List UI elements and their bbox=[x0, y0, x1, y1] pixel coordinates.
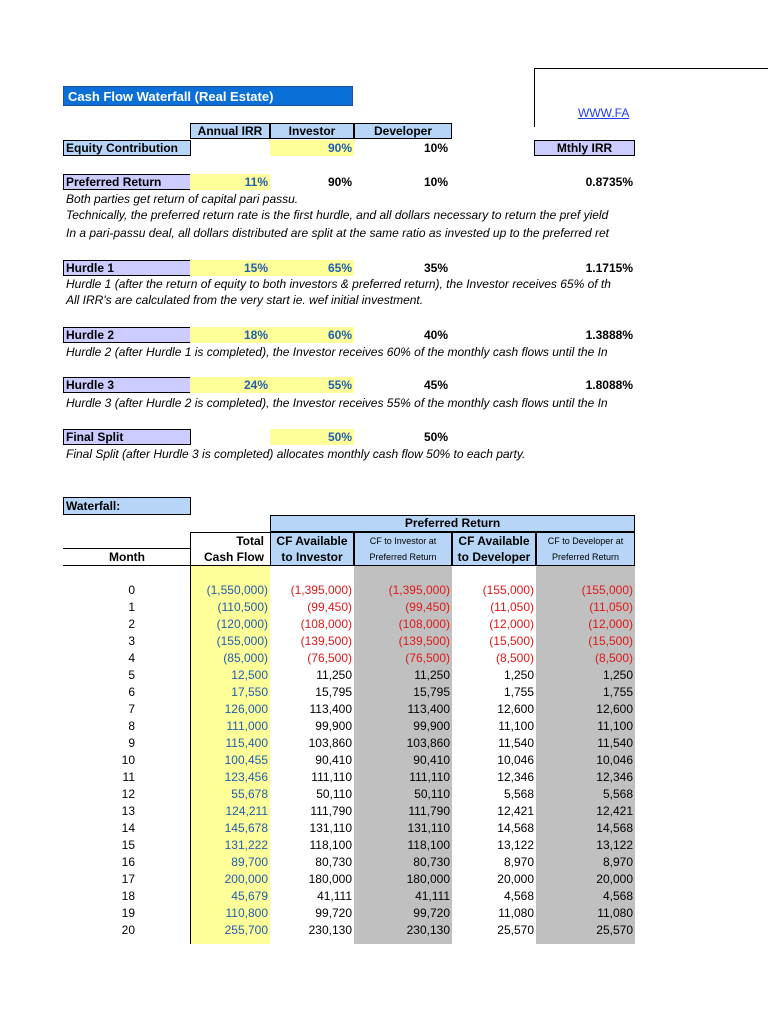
equity-label: Equity Contribution bbox=[63, 140, 191, 156]
preferred-developer: 10% bbox=[423, 175, 448, 189]
table-cell-month: 9 bbox=[128, 736, 135, 750]
table-cell-month: 5 bbox=[128, 668, 135, 682]
header-line: Preferred Return bbox=[369, 552, 437, 562]
table-cell-cfd: 20,000 bbox=[497, 872, 534, 886]
header-line: CF to Developer at bbox=[547, 536, 624, 546]
table-cell-cfdp: 11,080 bbox=[597, 906, 633, 920]
hurdle2-label: Hurdle 2 bbox=[63, 327, 191, 343]
table-cell-cfd: 13,122 bbox=[497, 838, 534, 852]
table-cell-cfip: 90,410 bbox=[413, 753, 450, 767]
table-cell-cfip: (1,395,000) bbox=[388, 583, 450, 597]
table-cell-cfd: 8,970 bbox=[503, 855, 534, 869]
table-cell-cfi: (76,500) bbox=[307, 651, 352, 665]
table-cell-month: 6 bbox=[128, 685, 135, 699]
cf-developer-header bbox=[452, 532, 536, 566]
table-cell-cfi: 131,110 bbox=[309, 821, 352, 835]
table-cell-cfd: 14,568 bbox=[497, 821, 534, 835]
table-cell-month: 12 bbox=[121, 787, 135, 801]
table-cell-cfi: 15,795 bbox=[315, 685, 352, 699]
mthly-irr-header: Mthly IRR bbox=[534, 140, 635, 156]
table-cell-cfd: 10,046 bbox=[497, 753, 534, 767]
table-cell-cfd: 11,540 bbox=[498, 736, 534, 750]
table-cell-cfdp: 11,100 bbox=[597, 719, 633, 733]
table-cell-cfd: (12,000) bbox=[489, 617, 534, 631]
hurdle2-irr[interactable]: 18% bbox=[190, 327, 270, 343]
header-line: to Investor bbox=[281, 550, 343, 564]
investor-header: Investor bbox=[270, 123, 354, 139]
hurdle3-developer: 45% bbox=[423, 378, 448, 392]
hurdle1-mthly: 1.1715% bbox=[585, 261, 633, 275]
header-line: Preferred Return bbox=[551, 552, 620, 562]
hurdle3-note: Hurdle 3 (after Hurdle 2 is completed), the Investor receives 55% of the monthly cash flows until the In bbox=[66, 396, 608, 410]
table-cell-total[interactable]: (120,000) bbox=[216, 617, 268, 631]
header-line: CF to Investor at bbox=[369, 536, 437, 546]
table-row bbox=[63, 786, 635, 803]
table-cell-total[interactable]: (110,500) bbox=[217, 600, 268, 614]
hurdle2-investor[interactable]: 60% bbox=[270, 327, 354, 343]
table-cell-cfdp: (11,050) bbox=[589, 600, 633, 614]
developer-header: Developer bbox=[354, 123, 452, 139]
header-line: Total bbox=[236, 534, 264, 548]
table-cell-cfi: 180,000 bbox=[308, 872, 352, 886]
table-cell-cfd: 1,755 bbox=[503, 685, 534, 699]
table-cell-cfdp: 4,568 bbox=[602, 889, 633, 903]
table-cell-cfdp: 1,755 bbox=[602, 685, 633, 699]
table-cell-total[interactable]: (85,000) bbox=[223, 651, 268, 665]
table-cell-cfip: (76,500) bbox=[405, 651, 450, 665]
group-header-label: Preferred Return bbox=[404, 516, 501, 530]
table-row bbox=[63, 684, 635, 701]
equity-developer: 10% bbox=[423, 141, 448, 155]
table-cell-cfi: 90,410 bbox=[315, 753, 352, 767]
hurdle3-mthly: 1.8088% bbox=[585, 378, 633, 392]
table-cell-cfdp: (8,500) bbox=[594, 651, 633, 665]
table-row bbox=[63, 735, 635, 752]
table-cell-month: 11 bbox=[122, 770, 135, 784]
table-cell-cfdp: (155,000) bbox=[581, 583, 633, 597]
table-cell-cfi: 80,730 bbox=[315, 855, 352, 869]
hurdle1-irr[interactable]: 15% bbox=[190, 260, 270, 276]
preferred-return-group-header bbox=[270, 515, 635, 532]
table-cell-cfip: 50,110 bbox=[414, 787, 450, 801]
table-cell-cfip: 230,130 bbox=[406, 923, 450, 937]
table-cell-month: 15 bbox=[121, 838, 135, 852]
table-cell-month: 3 bbox=[128, 634, 135, 648]
table-cell-cfd: 11,100 bbox=[498, 719, 534, 733]
table-cell-cfdp: (15,500) bbox=[588, 634, 633, 648]
table-cell-cfip: 99,720 bbox=[413, 906, 450, 920]
hurdle3-investor[interactable]: 55% bbox=[270, 377, 354, 393]
table-cell-cfd: 12,600 bbox=[497, 702, 534, 716]
waterfall-label: Waterfall: bbox=[63, 497, 191, 515]
table-cell-month: 4 bbox=[128, 651, 135, 665]
table-row bbox=[63, 616, 635, 633]
table-cell-cfi: 118,100 bbox=[309, 838, 352, 852]
table-cell-cfdp: 11,540 bbox=[597, 736, 633, 750]
table-cell-total[interactable]: 115,400 bbox=[225, 736, 268, 750]
cf-investor-header bbox=[270, 532, 354, 566]
header-line: CF Available bbox=[458, 534, 530, 548]
table-cell-cfip: 15,795 bbox=[413, 685, 450, 699]
table-cell-cfip: 41,111 bbox=[415, 889, 450, 903]
table-cell-total[interactable]: 89,700 bbox=[231, 855, 268, 869]
preferred-irr[interactable]: 11% bbox=[190, 174, 270, 190]
hurdle3-irr[interactable]: 24% bbox=[190, 377, 270, 393]
table-cell-cfd: 11,080 bbox=[498, 906, 534, 920]
cf-developer-pref-header bbox=[536, 532, 635, 566]
header-line: CF Available bbox=[276, 534, 348, 548]
table-cell-cfip: 99,900 bbox=[413, 719, 450, 733]
table-cell-cfdp: 13,122 bbox=[596, 838, 633, 852]
hurdle1-note: All IRR's are calculated from the very start ie. wef initial investment. bbox=[66, 293, 424, 307]
table-cell-cfi: 103,860 bbox=[308, 736, 352, 750]
table-cell-total[interactable]: 12,500 bbox=[231, 668, 268, 682]
table-cell-cfdp: (12,000) bbox=[588, 617, 633, 631]
table-cell-cfi: 99,720 bbox=[315, 906, 352, 920]
table-cell-cfip: 113,400 bbox=[407, 702, 450, 716]
table-cell-cfi: 99,900 bbox=[315, 719, 352, 733]
table-cell-cfi: (139,500) bbox=[300, 634, 352, 648]
table-cell-cfi: 230,130 bbox=[308, 923, 352, 937]
table-cell-cfd: (8,500) bbox=[495, 651, 534, 665]
table-cell-month: 13 bbox=[121, 804, 135, 818]
hurdle2-mthly: 1.3888% bbox=[585, 328, 633, 342]
table-row bbox=[63, 582, 635, 599]
table-cell-month: 14 bbox=[121, 821, 135, 835]
header-line: to Developer bbox=[457, 550, 531, 564]
table-cell-cfi: 111,110 bbox=[311, 770, 352, 784]
hurdle1-developer: 35% bbox=[423, 261, 448, 275]
table-cell-total[interactable]: 55,678 bbox=[231, 787, 268, 801]
table-cell-cfdp: 5,568 bbox=[602, 787, 633, 801]
table-cell-cfip: 11,250 bbox=[414, 668, 450, 682]
table-cell-cfd: (155,000) bbox=[482, 583, 534, 597]
table-cell-total[interactable]: 17,550 bbox=[231, 685, 268, 699]
hurdle2-note: Hurdle 2 (after Hurdle 1 is completed), the Investor receives 60% of the monthly cash flows until the In bbox=[66, 345, 608, 359]
table-cell-cfdp: 12,421 bbox=[596, 804, 633, 818]
table-cell-month: 7 bbox=[128, 702, 135, 716]
hurdle1-note: Hurdle 1 (after the return of equity to both investors & preferred return), the Investor receives 65% of th bbox=[66, 277, 611, 291]
cf-investor-pref-header bbox=[354, 532, 452, 566]
table-cell-cfi: 113,400 bbox=[309, 702, 352, 716]
table-row bbox=[63, 871, 635, 888]
table-cell-cfd: (11,050) bbox=[490, 600, 534, 614]
table-cell-total[interactable]: (1,550,000) bbox=[206, 583, 268, 597]
table-cell-cfip: 180,000 bbox=[406, 872, 450, 886]
table-cell-total[interactable]: 100,455 bbox=[224, 753, 268, 767]
website-link[interactable]: WWW.FA bbox=[578, 106, 630, 120]
table-cell-cfdp: 20,000 bbox=[596, 872, 633, 886]
table-cell-month: 19 bbox=[121, 906, 135, 920]
table-cell-cfdp: 12,346 bbox=[596, 770, 633, 784]
preferred-note: Technically, the preferred return rate is the first hurdle, and all dollars necessary to return the pref yield bbox=[66, 208, 609, 222]
table-cell-cfd: 4,568 bbox=[503, 889, 534, 903]
table-cell-total[interactable]: 110,800 bbox=[225, 906, 268, 920]
table-row bbox=[63, 701, 635, 718]
hurdle2-developer: 40% bbox=[423, 328, 448, 342]
table-cell-cfip: 118,100 bbox=[407, 838, 450, 852]
table-row bbox=[63, 854, 635, 871]
preferred-label: Preferred Return bbox=[63, 174, 191, 190]
table-cell-cfi: (1,395,000) bbox=[290, 583, 352, 597]
table-cell-total[interactable]: 123,456 bbox=[224, 770, 268, 784]
table-cell-cfi: 50,110 bbox=[316, 787, 352, 801]
table-cell-month: 0 bbox=[128, 583, 135, 597]
hurdle1-investor[interactable]: 65% bbox=[270, 260, 354, 276]
month-header-label: Month bbox=[109, 550, 145, 564]
table-row bbox=[63, 820, 635, 837]
table-cell-month: 2 bbox=[128, 617, 135, 631]
table-cell-cfdp: 10,046 bbox=[596, 753, 633, 767]
equity-investor[interactable]: 90% bbox=[270, 140, 354, 156]
table-cell-cfip: 80,730 bbox=[413, 855, 450, 869]
table-cell-cfd: 12,421 bbox=[497, 804, 534, 818]
table-row bbox=[63, 803, 635, 820]
website-box bbox=[534, 68, 768, 127]
table-cell-cfip: (139,500) bbox=[398, 634, 450, 648]
table-cell-cfi: 41,111 bbox=[317, 889, 352, 903]
table-cell-month: 16 bbox=[121, 855, 135, 869]
table-cell-cfi: (108,000) bbox=[300, 617, 352, 631]
hurdle1-label: Hurdle 1 bbox=[63, 260, 191, 276]
month-header bbox=[63, 548, 191, 566]
table-cell-cfd: (15,500) bbox=[489, 634, 534, 648]
table-cell-cfi: (99,450) bbox=[307, 600, 352, 614]
total-cf-header bbox=[190, 532, 270, 566]
table-cell-cfdp: 8,970 bbox=[602, 855, 633, 869]
table-cell-total[interactable]: 111,000 bbox=[226, 719, 268, 733]
final-label: Final Split bbox=[63, 429, 191, 445]
table-cell-cfd: 5,568 bbox=[503, 787, 534, 801]
preferred-mthly: 0.8735% bbox=[585, 175, 633, 189]
table-cell-cfd: 1,250 bbox=[503, 668, 534, 682]
header-line: Cash Flow bbox=[203, 550, 264, 564]
table-cell-total[interactable]: 45,679 bbox=[231, 889, 268, 903]
table-cell-cfip: 103,860 bbox=[406, 736, 450, 750]
sheet-title: Cash Flow Waterfall (Real Estate) bbox=[63, 86, 353, 106]
table-cell-cfi: 111,790 bbox=[310, 804, 352, 818]
table-row bbox=[63, 837, 635, 854]
table-cell-month: 1 bbox=[128, 600, 135, 614]
table-cell-month: 18 bbox=[121, 889, 135, 903]
preferred-investor: 90% bbox=[327, 175, 352, 189]
table-row bbox=[63, 888, 635, 905]
table-cell-total[interactable]: 124,211 bbox=[225, 804, 268, 818]
table-cell-month: 20 bbox=[121, 923, 135, 937]
table-cell-total[interactable]: 131,222 bbox=[224, 838, 268, 852]
hurdle3-label: Hurdle 3 bbox=[63, 377, 191, 393]
table-cell-total[interactable]: 126,000 bbox=[224, 702, 268, 716]
table-cell-month: 10 bbox=[121, 753, 135, 767]
table-cell-total[interactable]: 200,000 bbox=[224, 872, 268, 886]
table-cell-total[interactable]: 145,678 bbox=[224, 821, 268, 835]
table-cell-cfi: 11,250 bbox=[316, 668, 352, 682]
table-cell-cfip: (99,450) bbox=[405, 600, 450, 614]
table-row bbox=[63, 922, 635, 939]
table-cell-total[interactable]: (155,000) bbox=[216, 634, 268, 648]
table-cell-month: 8 bbox=[128, 719, 135, 733]
table-cell-cfip: 131,110 bbox=[407, 821, 450, 835]
table-row bbox=[63, 667, 635, 684]
table-row bbox=[63, 599, 635, 616]
table-row bbox=[63, 650, 635, 667]
annual-irr-header: Annual IRR bbox=[190, 123, 270, 139]
final-note: Final Split (after Hurdle 3 is completed) allocates monthly cash flow 50% to each party. bbox=[66, 447, 526, 461]
final-investor[interactable]: 50% bbox=[270, 429, 354, 445]
table-cell-total[interactable]: 255,700 bbox=[224, 923, 268, 937]
final-developer: 50% bbox=[423, 430, 448, 444]
table-cell-cfdp: 25,570 bbox=[596, 923, 633, 937]
table-cell-cfd: 25,570 bbox=[497, 923, 534, 937]
table-row bbox=[63, 769, 635, 786]
table-cell-cfip: (108,000) bbox=[398, 617, 450, 631]
table-cell-cfdp: 1,250 bbox=[602, 668, 633, 682]
table-cell-cfd: 12,346 bbox=[497, 770, 534, 784]
table-row bbox=[63, 633, 635, 650]
table-cell-cfip: 111,110 bbox=[409, 770, 450, 784]
table-row bbox=[63, 752, 635, 769]
table-row bbox=[63, 905, 635, 922]
table-cell-cfdp: 12,600 bbox=[596, 702, 633, 716]
preferred-note: In a pari-passu deal, all dollars distributed are split at the same ratio as invested up to the preferred ret bbox=[66, 226, 609, 240]
table-cell-month: 17 bbox=[121, 872, 135, 886]
table-cell-cfip: 111,790 bbox=[408, 804, 450, 818]
table-row bbox=[63, 718, 635, 735]
preferred-note: Both parties get return of capital pari passu. bbox=[66, 192, 299, 206]
table-cell-cfdp: 14,568 bbox=[596, 821, 633, 835]
